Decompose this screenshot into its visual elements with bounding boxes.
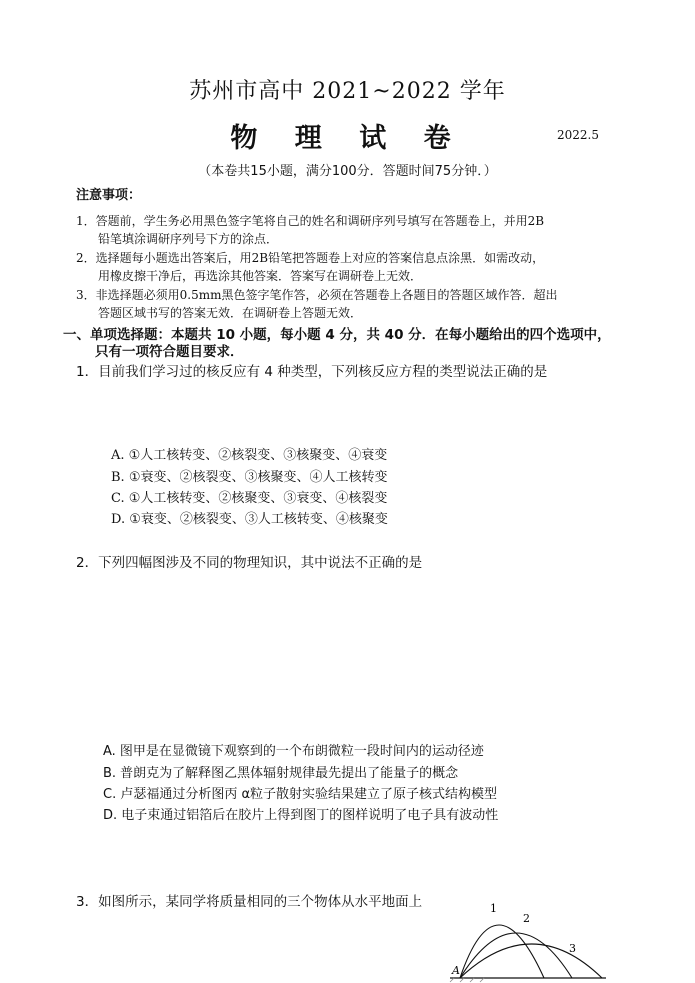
school-year-title: 苏州市高中 2021~2022 学年 bbox=[189, 79, 506, 104]
note-text-cont: 答题区域书写的答案无效．在调研卷上答题无效． bbox=[98, 306, 363, 320]
question-1-option-b: B. ①衰变、②核裂变、③核聚变、④人工核转变 bbox=[111, 470, 388, 485]
note-text-cont: 铅笔填涂调研序列号下方的涂点． bbox=[98, 232, 279, 246]
trajectory-1 bbox=[460, 925, 544, 978]
question-3-stem: 3．如图所示，某同学将质量相同的三个物体从水平地面上 bbox=[76, 894, 423, 910]
question-2-option-a: A. 图甲是在显微镜下观察到的一个布朗微粒一段时间内的运动径迹 bbox=[103, 744, 484, 759]
section-heading: 一、单项选择题：本题共 10 小题，每小题 4 分，共 40 分．在每小题给出的四个选项中， bbox=[63, 327, 611, 343]
trajectory-label-3: 3 bbox=[569, 942, 576, 955]
trajectory-label-1: 1 bbox=[490, 902, 497, 915]
question-1-option-a: A. ①人工核转变、②核裂变、③核聚变、④衰变 bbox=[111, 448, 388, 463]
trajectory-label-2: 2 bbox=[523, 912, 530, 925]
question-1-option-d: D. ①衰变、②核裂变、③人工核转变、④核聚变 bbox=[111, 512, 388, 527]
note-text-cont: 用橡皮擦干净后，再选涂其他答案．答案写在调研卷上无效． bbox=[98, 269, 423, 283]
section-heading-cont: 只有一项符合题目要求． bbox=[95, 344, 244, 360]
note-text: 2．选择题每小题选出答案后，用2B铅笔把答题卷上对应的答案信息点涂黑．如需改动， bbox=[76, 251, 545, 265]
note-item-2 bbox=[76, 249, 544, 285]
trajectory-2 bbox=[460, 933, 572, 978]
launch-point-label: A bbox=[452, 964, 460, 977]
trajectory-3 bbox=[460, 944, 602, 978]
question-2-stem: 2．下列四幅图涉及不同的物理知识，其中说法不正确的是 bbox=[76, 555, 423, 571]
note-text: 3．非选择题必须用0.5mm黑色签字笔作答，必须在答题卷上各题目的答题区域作答．超出 bbox=[76, 288, 558, 302]
note-text: 1．答题前，学生务必用黑色签字笔将自己的姓名和调研序列号填写在答题卷上，并用2B bbox=[76, 214, 545, 228]
question-2-option-b: B. 普朗克为了解释图乙黑体辐射规律最先提出了能量子的概念 bbox=[103, 766, 459, 781]
note-item-1 bbox=[76, 212, 544, 248]
question-1-stem: 1．目前我们学习过的核反应有 4 种类型，下列核反应方程的类型说法正确的是 bbox=[76, 364, 548, 380]
note-item-3 bbox=[76, 286, 557, 322]
question-1-option-c: C. ①人工核转变、②核聚变、③衰变、④核裂变 bbox=[111, 491, 388, 506]
exam-subject-title: 物 理 试 卷 bbox=[230, 123, 465, 154]
projectile-trajectory-figure bbox=[448, 898, 608, 983]
question-2-option-d: D. 电子束通过铝箔后在胶片上得到图丁的图样说明了电子具有波动性 bbox=[103, 808, 499, 823]
notes-heading: 注意事项： bbox=[76, 188, 142, 203]
question-2-option-c: C. 卢瑟福通过分析图丙 α粒子散射实验结果建立了原子核式结构模型 bbox=[103, 787, 498, 802]
exam-info: （本卷共15小题，满分100分．答题时间75分钟．） bbox=[198, 164, 497, 179]
exam-date: 2022.5 bbox=[557, 128, 599, 142]
